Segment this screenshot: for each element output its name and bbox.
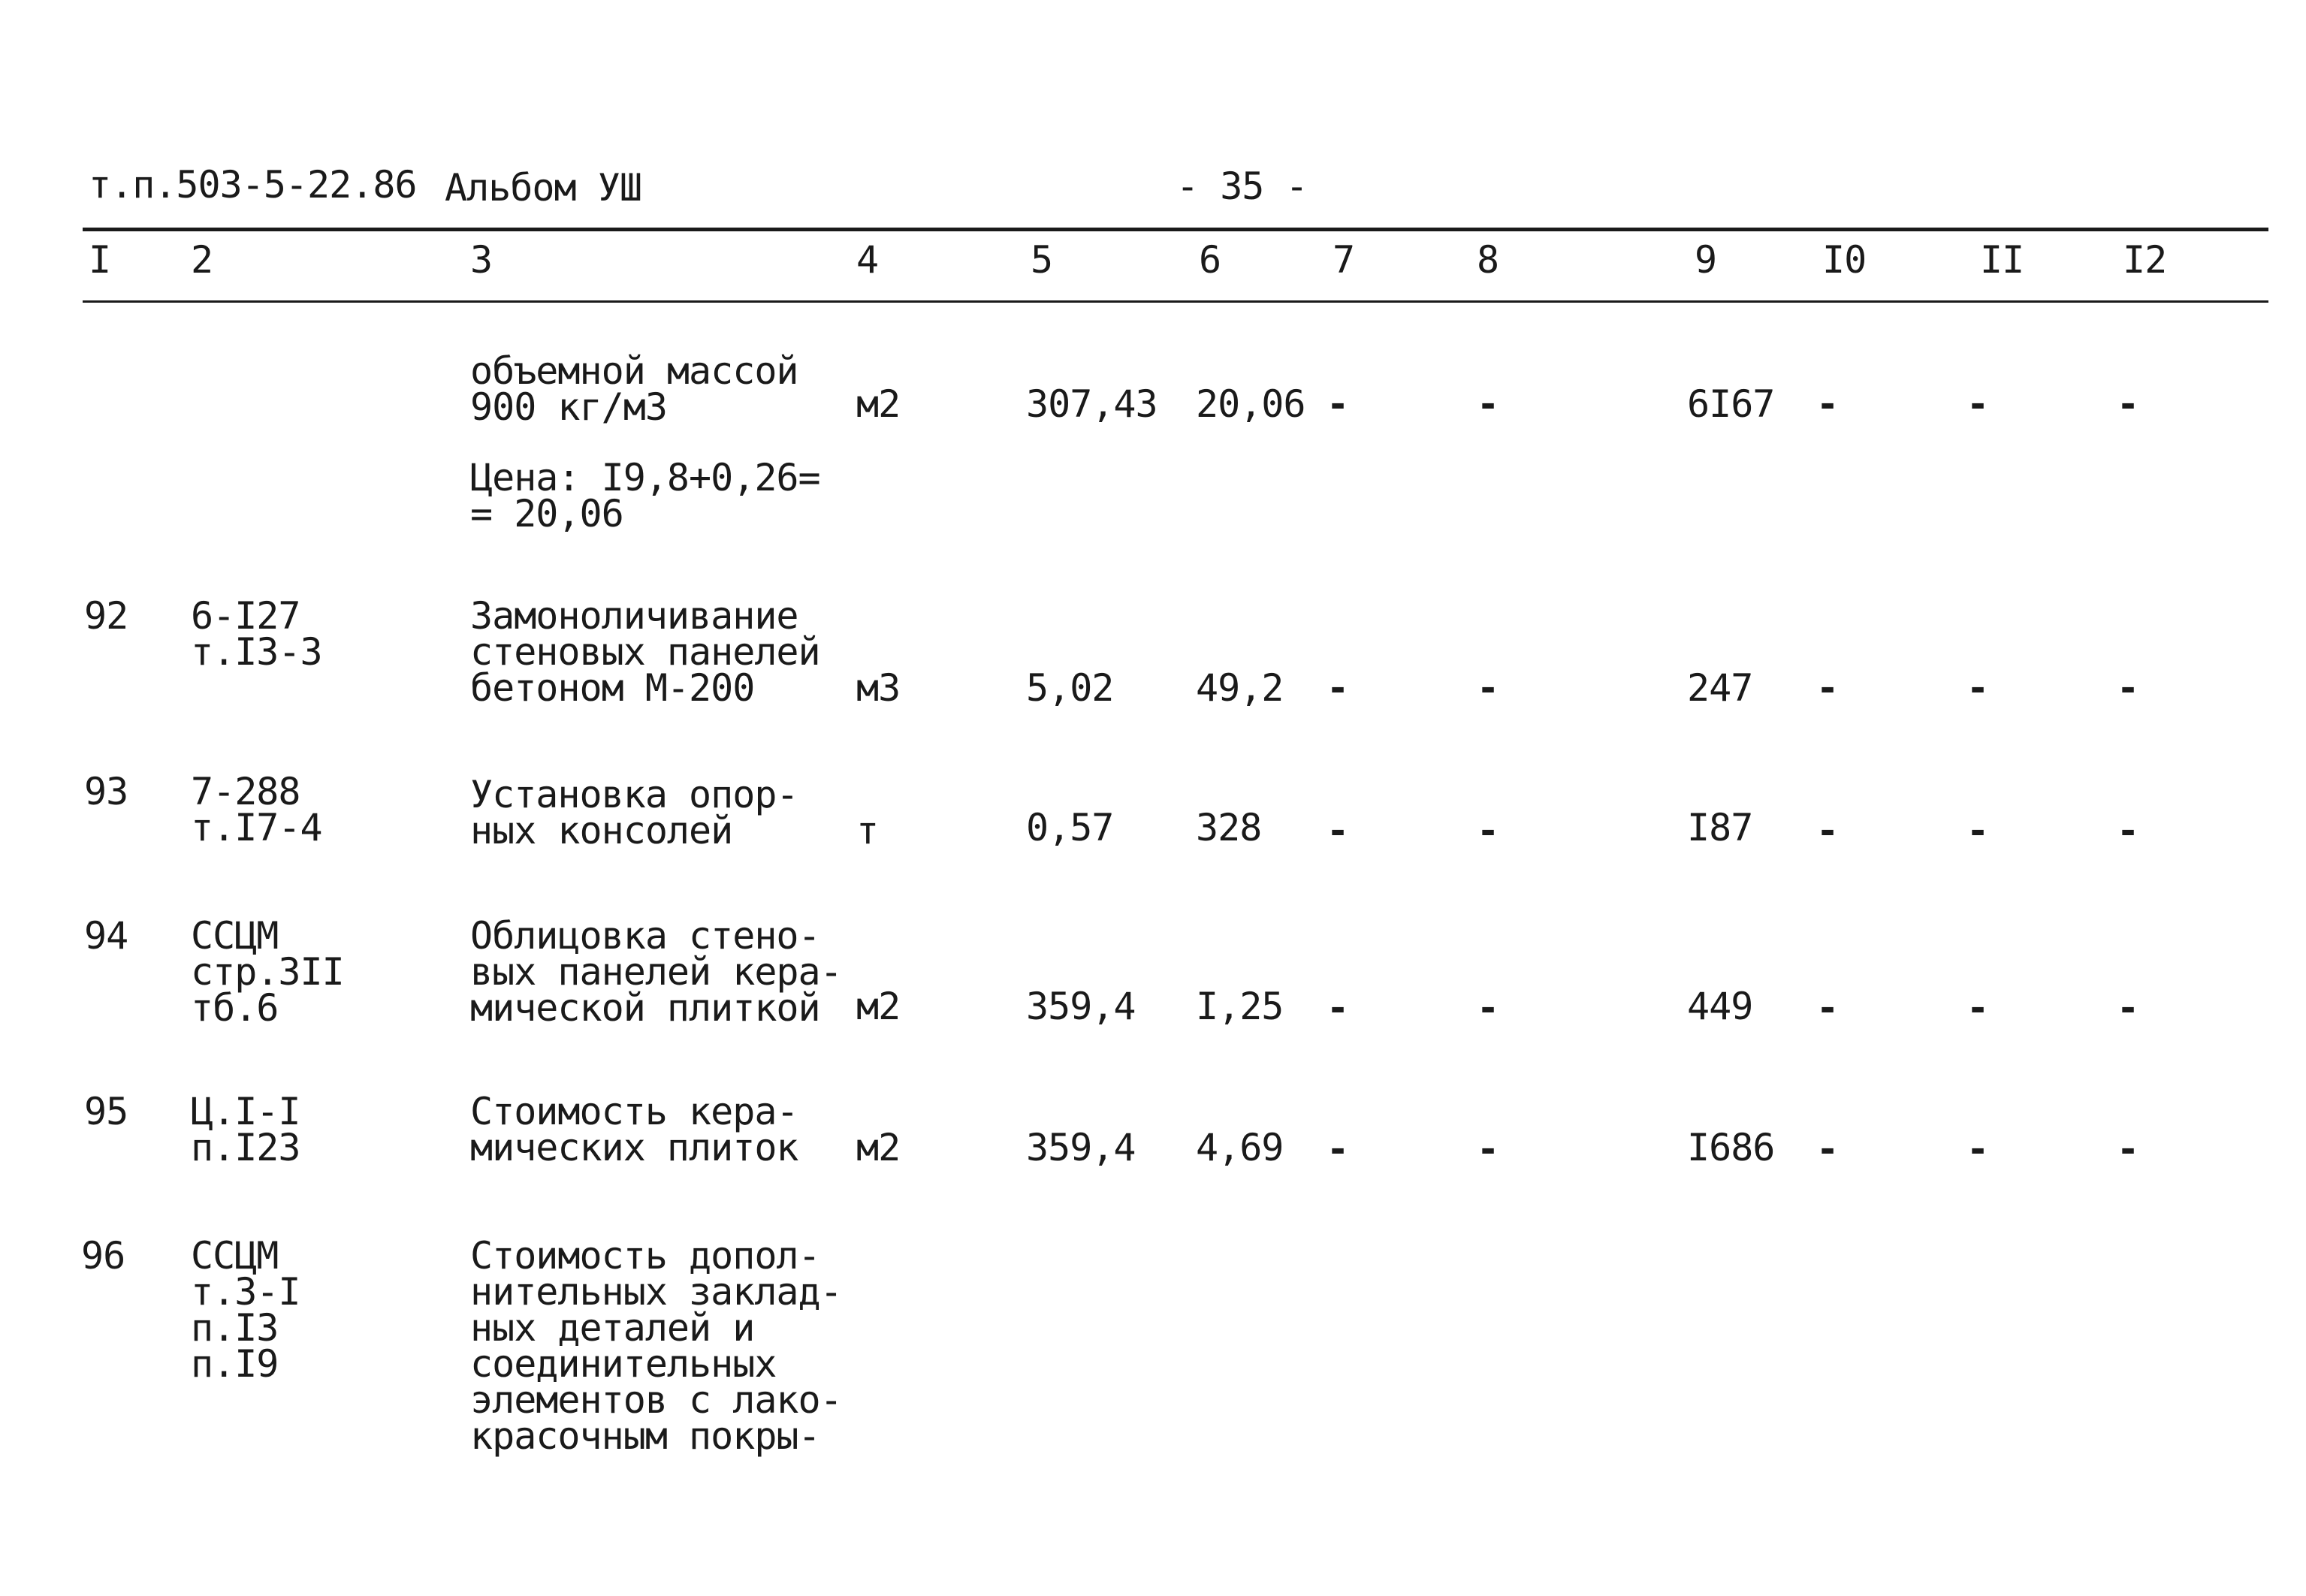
album-label: Альбом УШ [445,166,641,210]
row-code: ССЦМ стр.3II тб.6 [191,914,344,1030]
row-col10: - [1816,666,1839,710]
row-unit-price: 4,69 [1196,1126,1284,1169]
row-unit: м2 [856,382,901,426]
row-total: 449 [1687,985,1753,1028]
row-quantity: 307,43 [1026,382,1158,426]
row-description: Замоноличивание стеновых панелей бетоном М-200 [470,594,820,710]
col-header-7: 7 [1333,238,1355,282]
row-unit: м2 [856,985,901,1028]
row-col7: - [1327,1127,1349,1171]
row-total: 6I67 [1687,382,1775,426]
col-header-6: 6 [1199,238,1221,282]
col-header-11: II [1980,238,2024,282]
col-header-9: 9 [1695,238,1717,282]
row-unit: м2 [856,1126,901,1169]
row-number: 92 [84,594,128,638]
row-col12: - [2117,986,2139,1030]
row-col7: - [1327,382,1349,426]
row-description: Стоимость допол- нительных заклад- ных деталей и соединительных элементов с лако- красочным покры- [470,1234,842,1458]
row-quantity: 5,02 [1026,666,1114,710]
row-col7: - [1327,986,1349,1030]
row-col12: - [2117,666,2139,710]
row-unit-price: 20,06 [1196,382,1305,426]
row-col7: - [1327,666,1349,710]
row-description: Стоимость кера- мических плиток [470,1090,798,1169]
row-col11: - [1966,809,1989,852]
row-col10: - [1816,1127,1839,1171]
col-header-3: 3 [470,238,493,282]
row-col12: - [2117,809,2139,852]
row-col8: - [1477,382,1499,426]
row-col11: - [1966,382,1989,426]
row-unit: м3 [856,666,901,710]
row-code: 6-I27 т.I3-3 [191,594,322,674]
row-col10: - [1816,986,1839,1030]
row-col11: - [1966,986,1989,1030]
row-quantity: 0,57 [1026,806,1114,849]
row-number: 95 [84,1090,128,1133]
row-col11: - [1966,1127,1989,1171]
row-quantity: 359,4 [1026,1126,1136,1169]
row-total: I87 [1687,806,1753,849]
row-col10: - [1816,382,1839,426]
doc-reference: т.п.503-5-22.86 [89,163,417,207]
row-description: Установка опор- ных консолей [470,773,798,852]
row-number: 93 [84,770,128,813]
row-unit: т [856,809,879,852]
price-note: Цена: I9,8+0,26= = 20,06 [470,456,820,536]
col-header-1: I [89,238,111,282]
row-col10: - [1816,809,1839,852]
row-col12: - [2117,382,2139,426]
row-code: 7-288 т.I7-4 [191,770,322,849]
row-unit-price: 328 [1196,806,1262,849]
row-col12: - [2117,1127,2139,1171]
row-quantity: 359,4 [1026,985,1136,1028]
col-header-8: 8 [1477,238,1499,282]
row-description: объемной массой 900 кг/м3 [470,349,798,429]
col-header-12: I2 [2123,238,2167,282]
row-description: Облицовка стено- вых панелей кера- мической плиткой [470,914,842,1030]
header-bottom-rule [83,300,2268,303]
row-unit-price: 49,2 [1196,666,1284,710]
col-header-10: I0 [1822,238,1867,282]
row-col8: - [1477,986,1499,1030]
row-number: 96 [81,1234,125,1278]
row-unit-price: I,25 [1196,985,1284,1028]
row-col8: - [1477,666,1499,710]
page-number: - 35 - [1176,164,1308,208]
row-total: 247 [1687,666,1753,710]
row-col7: - [1327,809,1349,852]
row-number: 94 [84,914,128,958]
row-col8: - [1477,809,1499,852]
row-code: ССЦМ т.3-I п.I3 п.I9 [191,1234,300,1386]
row-col11: - [1966,666,1989,710]
row-code: Ц.I-I п.I23 [191,1090,300,1169]
header-top-rule [83,228,2268,231]
col-header-2: 2 [191,238,213,282]
col-header-5: 5 [1031,238,1053,282]
col-header-4: 4 [856,238,879,282]
row-total: I686 [1687,1126,1775,1169]
row-col8: - [1477,1127,1499,1171]
